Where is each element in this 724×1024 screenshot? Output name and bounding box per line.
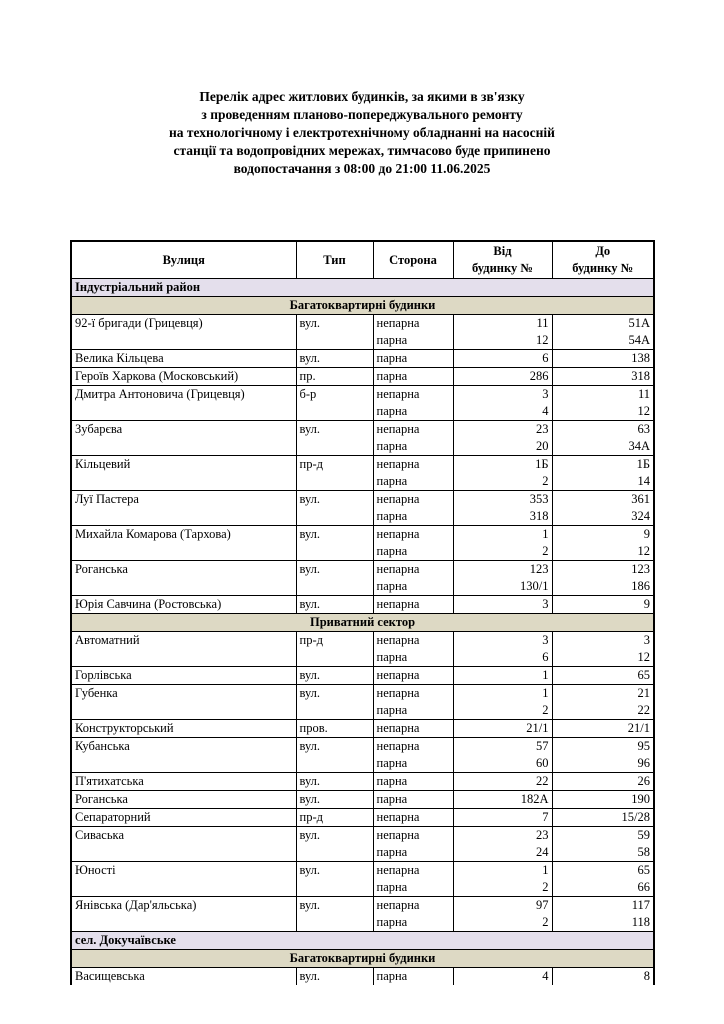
category-name: Приватний сектор xyxy=(71,614,654,632)
table-row xyxy=(71,438,654,456)
table-header xyxy=(71,241,654,279)
street-cell: Юрія Савчина (Ростовська) xyxy=(71,596,296,614)
from-house-cell: 318 xyxy=(453,508,552,526)
to-house-cell: 1Б xyxy=(552,456,654,474)
to-house-cell: 34А xyxy=(552,438,654,456)
side-cell: парна xyxy=(373,649,453,667)
street-cell xyxy=(71,914,296,932)
header-side: Сторона xyxy=(373,241,453,279)
side-cell: непарна xyxy=(373,720,453,738)
to-house-cell: 361 xyxy=(552,491,654,509)
from-house-cell: 4 xyxy=(453,968,552,986)
street-cell: Луї Пастера xyxy=(71,491,296,509)
type-cell xyxy=(296,879,373,897)
side-cell: непарна xyxy=(373,738,453,756)
street-cell xyxy=(71,543,296,561)
to-house-cell: 96 xyxy=(552,755,654,773)
type-cell xyxy=(296,473,373,491)
side-cell: парна xyxy=(373,332,453,350)
side-cell: парна xyxy=(373,543,453,561)
table-row xyxy=(71,685,654,703)
type-cell: вул. xyxy=(296,596,373,614)
title-line: Перелік адрес житлових будинків, за якими в зв'язку xyxy=(199,89,525,104)
table-row xyxy=(71,667,654,685)
table-row xyxy=(71,844,654,862)
type-cell xyxy=(296,332,373,350)
title-line: з проведенням планово-попереджувального ремонту xyxy=(201,107,523,122)
table-row xyxy=(71,473,654,491)
street-cell: Зубарєва xyxy=(71,421,296,439)
from-house-cell: 1 xyxy=(453,526,552,544)
category-row xyxy=(71,297,654,315)
to-house-cell: 51А xyxy=(552,315,654,333)
table-row xyxy=(71,897,654,915)
table-row xyxy=(71,526,654,544)
to-house-cell: 186 xyxy=(552,578,654,596)
type-cell: пр-д xyxy=(296,809,373,827)
to-house-cell: 12 xyxy=(552,403,654,421)
to-house-cell: 9 xyxy=(552,526,654,544)
side-cell: парна xyxy=(373,508,453,526)
document-title xyxy=(100,88,624,178)
table-row xyxy=(71,632,654,650)
street-cell xyxy=(71,649,296,667)
to-house-cell: 54А xyxy=(552,332,654,350)
from-house-cell: 4 xyxy=(453,403,552,421)
from-house-cell: 11 xyxy=(453,315,552,333)
from-house-cell: 7 xyxy=(453,809,552,827)
to-house-cell: 63 xyxy=(552,421,654,439)
to-house-cell: 21/1 xyxy=(552,720,654,738)
side-cell: парна xyxy=(373,578,453,596)
to-house-cell: 14 xyxy=(552,473,654,491)
district-name: сел. Докучаївське xyxy=(71,932,654,950)
table-row xyxy=(71,491,654,509)
to-house-cell: 26 xyxy=(552,773,654,791)
to-house-cell: 117 xyxy=(552,897,654,915)
title-line: станції та водопровідних мережах, тимчасово буде припинено xyxy=(173,143,551,158)
table-row xyxy=(71,332,654,350)
to-house-cell: 138 xyxy=(552,350,654,368)
from-house-cell: 182А xyxy=(453,791,552,809)
type-cell xyxy=(296,508,373,526)
type-cell: вул. xyxy=(296,968,373,986)
to-house-cell: 11 xyxy=(552,386,654,404)
type-cell: вул. xyxy=(296,862,373,880)
side-cell: парна xyxy=(373,755,453,773)
category-name: Багатоквартирні будинки xyxy=(71,297,654,315)
table-row xyxy=(71,968,654,986)
side-cell: непарна xyxy=(373,862,453,880)
table-row xyxy=(71,508,654,526)
street-cell: Сиваська xyxy=(71,827,296,845)
table-row xyxy=(71,914,654,932)
from-house-cell: 3 xyxy=(453,632,552,650)
table-row xyxy=(71,350,654,368)
table-row xyxy=(71,386,654,404)
street-cell: Сепараторний xyxy=(71,809,296,827)
table-row xyxy=(71,879,654,897)
title-line: на технологічному і електротехнічному обладнанні на насосній xyxy=(169,125,555,140)
table-row xyxy=(71,738,654,756)
table-row xyxy=(71,578,654,596)
side-cell: непарна xyxy=(373,386,453,404)
street-cell xyxy=(71,403,296,421)
street-cell: Велика Кільцева xyxy=(71,350,296,368)
to-house-cell: 123 xyxy=(552,561,654,579)
side-cell: парна xyxy=(373,473,453,491)
table-row xyxy=(71,368,654,386)
header-to-line1: До xyxy=(595,244,611,258)
from-house-cell: 2 xyxy=(453,879,552,897)
type-cell: вул. xyxy=(296,421,373,439)
from-house-cell: 60 xyxy=(453,755,552,773)
to-house-cell: 21 xyxy=(552,685,654,703)
table-row xyxy=(71,720,654,738)
from-house-cell: 123 xyxy=(453,561,552,579)
from-house-cell: 23 xyxy=(453,421,552,439)
from-house-cell: 130/1 xyxy=(453,578,552,596)
side-cell: непарна xyxy=(373,561,453,579)
to-house-cell: 66 xyxy=(552,879,654,897)
type-cell: вул. xyxy=(296,491,373,509)
to-house-cell: 8 xyxy=(552,968,654,986)
type-cell xyxy=(296,702,373,720)
side-cell: парна xyxy=(373,438,453,456)
street-cell xyxy=(71,508,296,526)
street-cell xyxy=(71,879,296,897)
header-from-house xyxy=(453,241,552,279)
side-cell: непарна xyxy=(373,809,453,827)
street-cell: Юності xyxy=(71,862,296,880)
table-row xyxy=(71,649,654,667)
street-cell xyxy=(71,438,296,456)
header-from-line1: Від xyxy=(493,244,512,258)
address-table xyxy=(70,240,655,985)
to-house-cell: 22 xyxy=(552,702,654,720)
header-street: Вулиця xyxy=(71,241,296,279)
from-house-cell: 2 xyxy=(453,702,552,720)
type-cell: вул. xyxy=(296,738,373,756)
side-cell: парна xyxy=(373,350,453,368)
category-name: Багатоквартирні будинки xyxy=(71,950,654,968)
table-row xyxy=(71,809,654,827)
to-house-cell: 12 xyxy=(552,543,654,561)
to-house-cell: 3 xyxy=(552,632,654,650)
to-house-cell: 58 xyxy=(552,844,654,862)
side-cell: непарна xyxy=(373,315,453,333)
from-house-cell: 2 xyxy=(453,473,552,491)
side-cell: парна xyxy=(373,914,453,932)
type-cell: вул. xyxy=(296,791,373,809)
street-cell xyxy=(71,578,296,596)
table-row xyxy=(71,315,654,333)
from-house-cell: 97 xyxy=(453,897,552,915)
type-cell: вул. xyxy=(296,667,373,685)
street-cell xyxy=(71,332,296,350)
street-cell: Янівська (Дар'яльська) xyxy=(71,897,296,915)
side-cell: парна xyxy=(373,702,453,720)
side-cell: непарна xyxy=(373,456,453,474)
side-cell: парна xyxy=(373,773,453,791)
side-cell: непарна xyxy=(373,667,453,685)
street-cell: Дмитра Антоновича (Грицевця) xyxy=(71,386,296,404)
type-cell: вул. xyxy=(296,561,373,579)
from-house-cell: 12 xyxy=(453,332,552,350)
from-house-cell: 24 xyxy=(453,844,552,862)
type-cell: вул. xyxy=(296,685,373,703)
side-cell: парна xyxy=(373,968,453,986)
table-row xyxy=(71,456,654,474)
type-cell xyxy=(296,578,373,596)
to-house-cell: 95 xyxy=(552,738,654,756)
table-row xyxy=(71,561,654,579)
to-house-cell: 65 xyxy=(552,862,654,880)
side-cell: парна xyxy=(373,403,453,421)
street-cell: Кубанська xyxy=(71,738,296,756)
type-cell xyxy=(296,844,373,862)
title-line: водопостачання з 08:00 до 21:00 11.06.2025 xyxy=(233,161,491,176)
from-house-cell: 2 xyxy=(453,543,552,561)
district-name: Індустріальний район xyxy=(71,279,654,297)
street-cell: Автоматний xyxy=(71,632,296,650)
side-cell: парна xyxy=(373,368,453,386)
side-cell: непарна xyxy=(373,596,453,614)
type-cell xyxy=(296,438,373,456)
street-cell: Губенка xyxy=(71,685,296,703)
street-cell: Роганська xyxy=(71,561,296,579)
header-from-line2: будинку № xyxy=(472,261,533,275)
type-cell xyxy=(296,914,373,932)
from-house-cell: 22 xyxy=(453,773,552,791)
type-cell: вул. xyxy=(296,773,373,791)
street-cell: Кільцевий xyxy=(71,456,296,474)
to-house-cell: 318 xyxy=(552,368,654,386)
from-house-cell: 20 xyxy=(453,438,552,456)
district-row xyxy=(71,932,654,950)
to-house-cell: 12 xyxy=(552,649,654,667)
side-cell: парна xyxy=(373,791,453,809)
table-row xyxy=(71,773,654,791)
district-row xyxy=(71,279,654,297)
street-cell: Васищевська xyxy=(71,968,296,986)
from-house-cell: 6 xyxy=(453,350,552,368)
header-type: Тип xyxy=(296,241,373,279)
table-row xyxy=(71,596,654,614)
type-cell xyxy=(296,403,373,421)
type-cell: б-р xyxy=(296,386,373,404)
street-cell: Конструкторський xyxy=(71,720,296,738)
table-row xyxy=(71,421,654,439)
side-cell: парна xyxy=(373,879,453,897)
to-house-cell: 65 xyxy=(552,667,654,685)
from-house-cell: 1Б xyxy=(453,456,552,474)
to-house-cell: 190 xyxy=(552,791,654,809)
from-house-cell: 353 xyxy=(453,491,552,509)
street-cell: Михайла Комарова (Тархова) xyxy=(71,526,296,544)
street-cell xyxy=(71,844,296,862)
type-cell: вул. xyxy=(296,315,373,333)
side-cell: непарна xyxy=(373,421,453,439)
side-cell: непарна xyxy=(373,491,453,509)
from-house-cell: 1 xyxy=(453,685,552,703)
from-house-cell: 1 xyxy=(453,862,552,880)
type-cell xyxy=(296,543,373,561)
table-row xyxy=(71,543,654,561)
street-cell xyxy=(71,755,296,773)
street-cell: Героїв Харкова (Московський) xyxy=(71,368,296,386)
header-to-line2: будинку № xyxy=(572,261,634,275)
type-cell: пр. xyxy=(296,368,373,386)
side-cell: парна xyxy=(373,844,453,862)
street-cell xyxy=(71,702,296,720)
from-house-cell: 23 xyxy=(453,827,552,845)
side-cell: непарна xyxy=(373,897,453,915)
to-house-cell: 9 xyxy=(552,596,654,614)
type-cell: пр-д xyxy=(296,632,373,650)
street-cell: П'ятихатська xyxy=(71,773,296,791)
side-cell: непарна xyxy=(373,526,453,544)
header-to-house xyxy=(552,241,654,279)
from-house-cell: 57 xyxy=(453,738,552,756)
type-cell: пров. xyxy=(296,720,373,738)
type-cell xyxy=(296,649,373,667)
to-house-cell: 324 xyxy=(552,508,654,526)
side-cell: непарна xyxy=(373,827,453,845)
type-cell xyxy=(296,755,373,773)
from-house-cell: 3 xyxy=(453,386,552,404)
type-cell: вул. xyxy=(296,827,373,845)
side-cell: непарна xyxy=(373,685,453,703)
table-row xyxy=(71,755,654,773)
table-row xyxy=(71,403,654,421)
type-cell: вул. xyxy=(296,350,373,368)
table-body xyxy=(71,279,654,986)
to-house-cell: 59 xyxy=(552,827,654,845)
from-house-cell: 6 xyxy=(453,649,552,667)
type-cell: вул. xyxy=(296,526,373,544)
street-cell: Горлівська xyxy=(71,667,296,685)
from-house-cell: 3 xyxy=(453,596,552,614)
street-cell: 92-ї бригади (Грицевця) xyxy=(71,315,296,333)
table-row xyxy=(71,702,654,720)
table-row xyxy=(71,862,654,880)
type-cell: пр-д xyxy=(296,456,373,474)
type-cell: вул. xyxy=(296,897,373,915)
table-row xyxy=(71,791,654,809)
street-cell: Роганська xyxy=(71,791,296,809)
street-cell xyxy=(71,473,296,491)
category-row xyxy=(71,614,654,632)
category-row xyxy=(71,950,654,968)
table-row xyxy=(71,827,654,845)
side-cell: непарна xyxy=(373,632,453,650)
to-house-cell: 15/28 xyxy=(552,809,654,827)
from-house-cell: 2 xyxy=(453,914,552,932)
from-house-cell: 286 xyxy=(453,368,552,386)
from-house-cell: 21/1 xyxy=(453,720,552,738)
to-house-cell: 118 xyxy=(552,914,654,932)
from-house-cell: 1 xyxy=(453,667,552,685)
